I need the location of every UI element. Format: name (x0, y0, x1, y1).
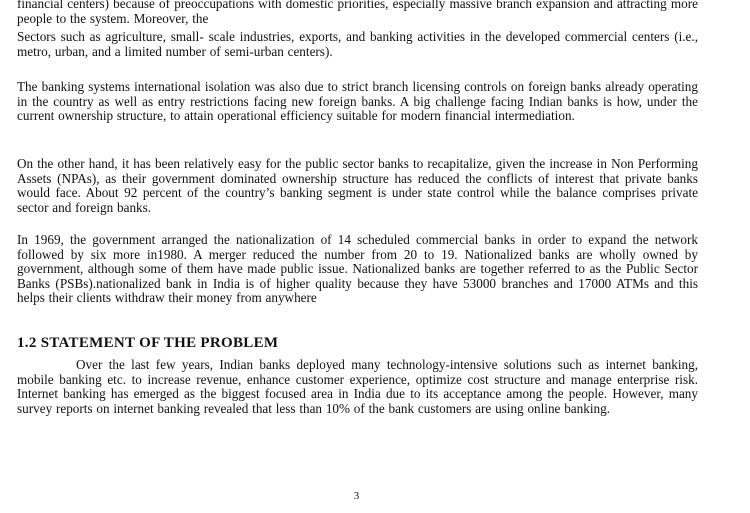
paragraph-public-sector-recapitalize: On the other hand, it has been relatively easy for the public sector banks to recapitalize, given the increase in Non Performing Assets (NPAs), as their government dominated ownership structure has reduced the conflicts of interest that private banks would face. About 92 percent of the country’s banking segment is under state control while the balance comprises private sector and foreign banks. (17, 156, 698, 215)
paragraph-financial-centers: financial centers) because of preoccupations with domestic priorities, especially massive branch expansion and attracting more people to the system. Moreover, the (17, 0, 698, 26)
page-number: 3 (353, 490, 360, 502)
paragraph-international-isolation: The banking systems international isolation was also due to strict branch licensing controls on foreign banks already operating in the country as well as entry restrictions facing new foreign banks. A big challenge facing Indian banks is how, under the current ownership structure, to attain operational efficiency suitable for modern financial intermediation. (17, 79, 698, 123)
paragraph-statement-of-problem: Over the last few years, Indian banks deployed many technology-intensive solutions such as internet banking, mobile banking etc. to increase revenue, enhance customer experience, optimize cost structure and manage enterprise risk. Internet banking has emerged as the biggest focused area in India due to its acceptance among the people. However, many survey reports on internet banking revealed that less than 10% of the bank customers are using online banking. (17, 357, 698, 416)
paragraph-nationalization-1969: In 1969, the government arranged the nationalization of 14 scheduled commercial banks in order to expand the network followed by six more in1980. A merger reduced the number from 20 to 19. Nationalized banks are wholly owned by government, although some of them have made public issue. Nationalized banks are together referred to as the Public Sector Banks (PSBs).nationalized bank in India is of higher quality because they have 53000 branches and 17000 ATMs and this helps their clients withdraw their money from anywhere (17, 232, 698, 305)
paragraph-sectors: Sectors such as agriculture, small- scale industries, exports, and banking activities in the developed commercial centers (i.e., metro, urban, and a limited number of semi-urban centers). (17, 29, 698, 59)
section-heading: 1.2 STATEMENT OF THE PROBLEM (17, 335, 279, 351)
